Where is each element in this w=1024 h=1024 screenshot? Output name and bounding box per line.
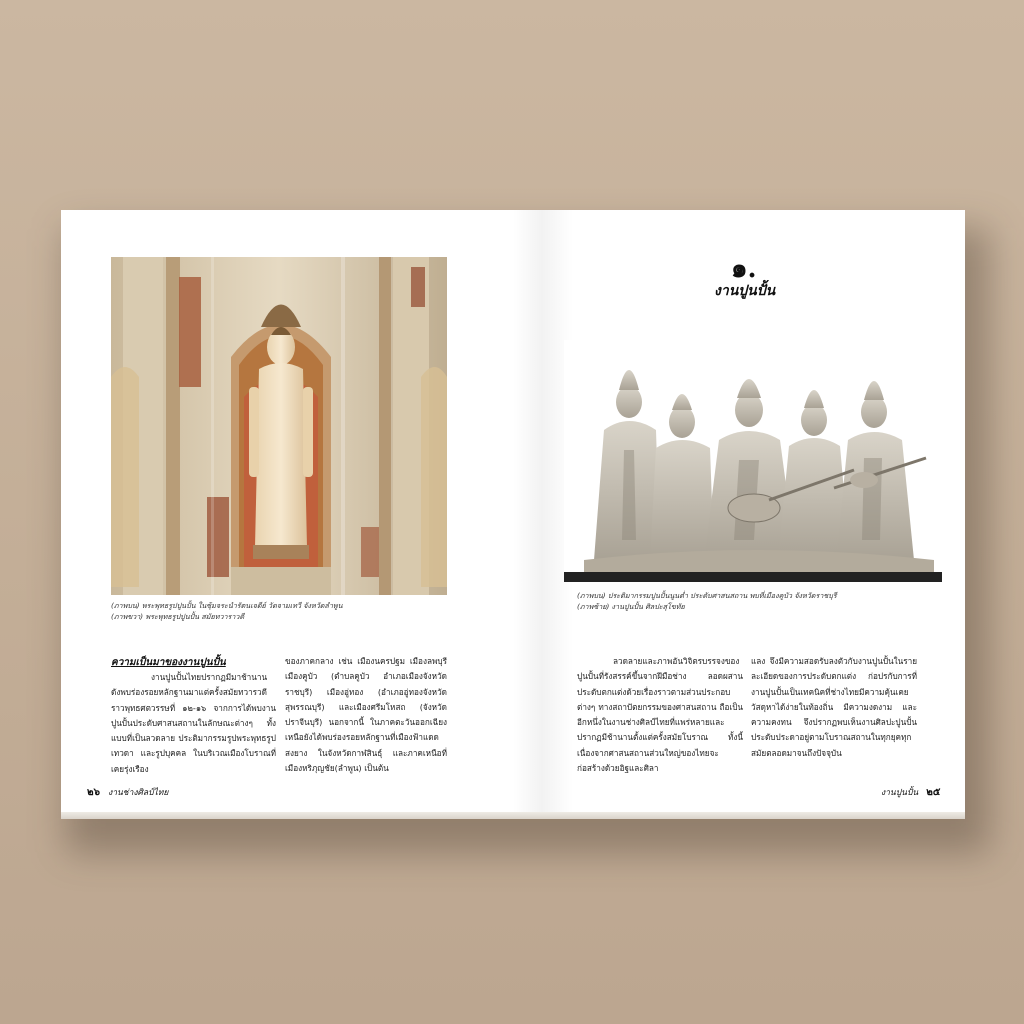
caption-line: (ภาพบน) พระพุทธรูปปูนปั้น ในซุ้มจระนำรัตนเจดีย์ วัดจามเทวี จังหวัดลำพูน bbox=[111, 601, 343, 610]
buddha-niche-photo bbox=[111, 257, 447, 595]
stucco-musicians-photo bbox=[564, 340, 942, 582]
paragraph: แลง จึงมีความสอดรับลงตัวกับงานปูนปั้นในรายละเอียดของการประดับตกแต่ง ก่อปรกับการที่งานปูนปั้นเป็นเทคนิคที่ช่างไทยมีความคุ้นเคย วัสดุหาได้ง่ายในท้องถิ่น มีความงดงาม และความคงทน จึงปรากฏพบเห็นงานศิลปะปูนปั้นประดับประดาอยู่ตามโบราณสถานในทุกยุคทุกสมัยตลอดมาจนถึงปัจจุบัน bbox=[751, 656, 917, 758]
page-edge bbox=[61, 811, 965, 819]
right-photo-caption bbox=[577, 590, 837, 612]
caption-line: (ภาพบน) ประติมากรรมปูนปั้นนูนต่ำ ประดับศาสนสถาน พบที่เมืองคูบัว จังหวัดราชบุรี bbox=[577, 591, 837, 600]
buddha-niche-illustration bbox=[111, 257, 447, 595]
running-title: งานปูนปั้น bbox=[881, 788, 919, 798]
right-page-column-1 bbox=[577, 654, 743, 776]
running-title: งานช่างศิลป์ไทย bbox=[108, 788, 169, 798]
left-page-column-1 bbox=[111, 670, 276, 777]
page-number: ๒๖ bbox=[87, 787, 100, 798]
stucco-relief-illustration bbox=[564, 340, 942, 582]
open-book-spread bbox=[61, 210, 965, 812]
chapter-number: ๑. bbox=[731, 254, 757, 284]
left-photo-caption bbox=[111, 600, 343, 622]
section-heading: ความเป็นมาของงานปูนปั้น bbox=[111, 657, 226, 668]
paragraph: ลวดลายและภาพอันวิจิตรบรรจงของปูนปั้นที่รังสรรค์ขึ้นจากฝีมือช่าง ลอดผสานประดับตกแต่งด้วยเรื่องราวตามส่วนประกอบต่างๆ ทางสถาปัตยกรรมของศาสนสถาน ถือเป็นอีกหนึ่งในงานช่างศิลป์ไทยที่แพร่หลายและปรากฏมีช้านานตั้งแต่ครั้งสมัยโบราณ ทั้งนี้เนื่องจากศาสนสถานส่วนใหญ่ของไทยจะก่อสร้างด้วยอิฐและศิลา bbox=[577, 656, 743, 774]
right-page-column-2 bbox=[751, 654, 917, 761]
caption-line: (ภาพซ้าย) งานปูนปั้น ศิลปะสุโขทัย bbox=[577, 602, 685, 611]
paragraph: งานปูนปั้นไทยปรากฏมีมาช้านาน ดังพบร่องรอยหลักฐานมาแต่ครั้งสมัยทวารวดี ราวพุทธศตวรรษที่ ๑๒-๑๖ จากการได้พบงานปูนปั้นประดับศาสนสถานในลักษณะต่างๆ ทั้งแบบที่เป็นลวดลาย ประติมากรรมรูปพระพุทธรูป เทวดา และรูปบุคคล ในบริเวณเมืองโบราณที่เคยรุ่งเรือง bbox=[111, 672, 276, 774]
right-folio bbox=[881, 785, 940, 800]
paragraph: ของภาคกลาง เช่น เมืองนครปฐม เมืองลพบุรี เมืองคูบัว (ตำบลคูบัว อำเภอเมืองจังหวัดราชบุรี) เมืองอู่ทอง (อำเภออู่ทองจังหวัดสุพรรณบุรี) และเมืองศรีมโหสถ (จังหวัดปราจีนบุรี) นอกจากนี้ ในภาคตะวันออกเฉียงเหนือยังได้พบร่องรอยหลักฐานที่เมืองฟ้าแดดสงยาง ในจังหวัดกาฬสินธุ์ และภาคเหนือที่เมืองหริภุญชัย(ลำพูน) เป็นต้น bbox=[285, 656, 447, 774]
left-page-column-2 bbox=[285, 654, 447, 776]
chapter-title: งานปูนปั้น bbox=[714, 283, 776, 299]
left-folio bbox=[87, 785, 168, 800]
caption-line: (ภาพขวา) พระพุทธรูปปูนปั้น สมัยทวาราวดี bbox=[111, 612, 245, 621]
page-number: ๒๕ bbox=[926, 787, 941, 798]
